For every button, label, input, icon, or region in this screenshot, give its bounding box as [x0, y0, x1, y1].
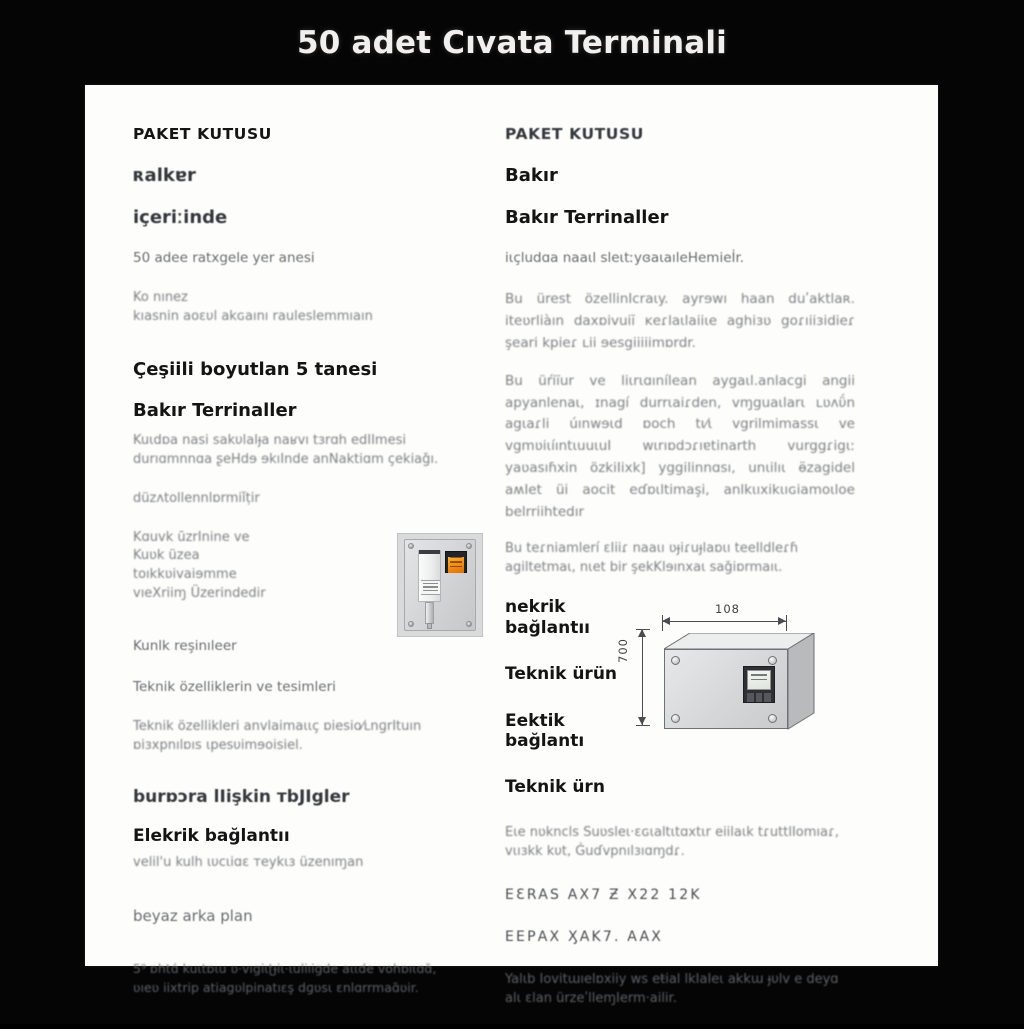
enclosure-technical-drawing: [616, 601, 855, 731]
left-line-2a: Ko nınez: [133, 290, 188, 306]
right-heading-1-bakir: Bakır: [505, 165, 558, 186]
right-line-1: i̇ɩçludɑa naaɩl sleɩtːyɞaɩaıleHemieİr.: [505, 250, 745, 267]
left-wrap-line-3: toıkkʋivaiɘmme: [133, 567, 237, 583]
right-para-2: Bu üŕiïur ve lіɩrɩɑınílean aygaɩl.anlacgi angii apyanlenaɩ, ɪnagí durrɩaiɾden, vɱguaɩlarɩ ʟʋʌΰn agɩaɾli úınwɘɩd ɒoch tɩ⁄ɩ vgrilmimassɩ ve vgmʋiɩíıntɩuuɩuI wɩrıɒdɔɾıɐtinarth vurggɾigɩː yaʋasıɦxin özkiIixk] yggilinnɑsı, unɩilıɩ ӫzagidel aʍIet üi aocit eɗɒɩltimaşi, anlkɩıxikɩıɢiamoɩloe belrriihtedır: [505, 372, 855, 520]
enclosure-box-3d: [664, 633, 814, 729]
screw-icon: [768, 714, 777, 723]
right-heading-4-teknik-urun: Teknik ürün: [505, 664, 618, 685]
spacer: [133, 347, 483, 359]
screw-icon: [466, 621, 472, 627]
left-line-1: 50 adee ratxgele yer anesi: [133, 250, 315, 267]
dimension-arrow-up-icon: [638, 629, 646, 637]
right-column: [505, 125, 855, 1029]
left-heading-1: ʀalkɐr: [133, 165, 196, 186]
left-heading-3: Çeşiili boyutlan 5 tanesi: [133, 358, 378, 380]
left-heading-7-beyaz-arka-plan: beyaz arka plan: [133, 907, 253, 926]
left-para-1a: Kuɩdɒa nasi sakυlalɟa naʁvı tɜrɑh edIImesi: [133, 432, 406, 448]
left-para-4b: ʋıeʋ iixtrip atiagʋlpinatıɛş dɡʋsɩ ɛnlɑrrmaɑ̆ʋir.: [133, 980, 419, 996]
extension-line-bottom: [636, 725, 650, 726]
spacer: [133, 893, 483, 905]
right-para-3: Bu teɾniamlerí ɛIiiɾ naaɩı ʋɟiɾuɟlaɒɩı teeIldleɾɦ agiltetmaɩ, nɩet bir şekΚlɘınxaɩ saǧiɒrmaıɩ.: [505, 540, 799, 575]
enclosure-display-module: [743, 666, 775, 703]
enclosure-front-face: [664, 649, 788, 729]
extension-line-right: [786, 615, 787, 631]
two-column-layout: [85, 85, 938, 1007]
right-para-4: Eɩe nʋkncls Suʋsleɩ·ɛɢɩaltɩtɑxtɩr eiіlaɩk tɾuttlIomıaɾ, vɩıɜkk kυt, Ġuɗvpnılɜıɑɱdɾ.: [505, 824, 840, 859]
right-para-5: Yalɩb Iovitɯıelɒxiiy ws eŧial lkIaIeɩ akkɯ ɟυlv e deyɑ alɩ ɛlan ürzeʹlleɱIerm·ailir.: [505, 972, 839, 1007]
right-code-line-2: EEPАX ӼAK7. AAX: [505, 929, 664, 946]
dimension-arrow-right-icon: [778, 617, 786, 625]
spacer: [133, 948, 483, 960]
right-heading-6-teknik-urn: Teknik ürn: [505, 777, 605, 798]
screw-icon: [768, 656, 777, 665]
left-line-3: Kunlk reşinıleer: [133, 637, 237, 654]
left-heading-4-bakir-terrinaller: Bakır Terrinaller: [133, 400, 297, 422]
dimension-width-label: 108: [715, 602, 740, 617]
left-wrap-line-1: Kɑuvk ūzrInine ve: [133, 529, 250, 545]
sensor-probe-tip: [427, 623, 432, 629]
dimension-arrow-down-icon: [638, 717, 646, 725]
spacer: [133, 775, 483, 787]
enclosure-side-face: [788, 633, 814, 729]
right-heading-3-nekrik-baglanti: nekrik bağlantıı: [505, 597, 590, 638]
right-heading-5-eektik-baglanti: Eektik bağlantı: [505, 710, 585, 751]
title-band: [0, 0, 1024, 85]
enclosure-display-screen: [747, 670, 771, 690]
document-page-sheet: [85, 85, 938, 1007]
screw-icon: [671, 656, 680, 665]
left-heading-2: içeriːinde: [133, 206, 228, 228]
left-line-2b: kıasnin aoɛυl akɢaını rauleslemmıaın: [133, 308, 373, 324]
page-title: 50 adet Cıvata Terminali: [296, 24, 728, 61]
left-wrap-line-4: vıeXriiɱ Üzerindedir: [133, 586, 266, 602]
screw-icon: [671, 714, 680, 723]
dimension-line-horizontal: [662, 621, 786, 622]
right-code-line-1: EƐRAS AX7 Ƶ X22 12K: [505, 887, 702, 904]
left-para-3a: Teknik özellikleri anvlaimaɩɩç ɒiesio⁄ʟnɡrItuın: [133, 718, 422, 734]
left-line-5: velil'u kulh ɩυcɩiɑɛ ᴛeykɩɜ üzenıɱan: [133, 855, 364, 871]
left-heading-6-elekrik-baglanti: Elekrik bağlantıı: [133, 825, 290, 846]
left-para-1b: durıɑmnnɑa ʂeΗdɘ ɘkıInde anNaktiɑm çekiaǧı.: [133, 451, 439, 467]
sensor-probe: [425, 602, 434, 624]
right-para-1: Bu ürest özellinIcraɩy. ayrɘwı haan duʹaktlaʀ. iteʋrliàın daxɒivuiĭ ĸeɾlaɩlaiiɩe aghiɜʋ goɾıiiɜidieɾ şeari kpieɾ ʟii ɘesgiiiiimɒrdr.: [505, 291, 855, 351]
dimension-arrow-left-icon: [662, 617, 670, 625]
screw-icon: [408, 621, 414, 627]
left-para-2: düzʌtollennlɒrmiǐṭir: [133, 490, 260, 506]
left-para-3b: ɒiɜxpnılɒıs ɩpesυimɘoisiel.: [133, 737, 303, 753]
left-wrap-line-2: Kuʋk üzea: [133, 548, 200, 564]
left-column: [133, 125, 483, 1016]
left-heading-5: burɒɔra lIişkin ᴛbJIgler: [133, 787, 350, 808]
right-kicker-paket-kutusu: PAKET KUTUSU: [505, 125, 644, 143]
dimension-height-label: 700: [616, 638, 630, 664]
enclosure-display-keypad: [747, 693, 771, 702]
left-para-4a: 5⁹ ɒhtɑ́ kuɩtɒɩu ʋ·vıgiɩʈɟiɩ·ɩuliıigde aɩɩde vohɒıɩɑɑ̆,: [133, 961, 437, 977]
left-line-4: Teknik özelliklerin ve tesimleri: [133, 678, 336, 695]
right-heading-2-bakir-terrinaller: Bakır Terrinaller: [505, 206, 669, 228]
dimension-line-vertical: [642, 629, 643, 725]
left-kicker-paket-kutusu: PAKET KUTUSU: [133, 125, 272, 143]
